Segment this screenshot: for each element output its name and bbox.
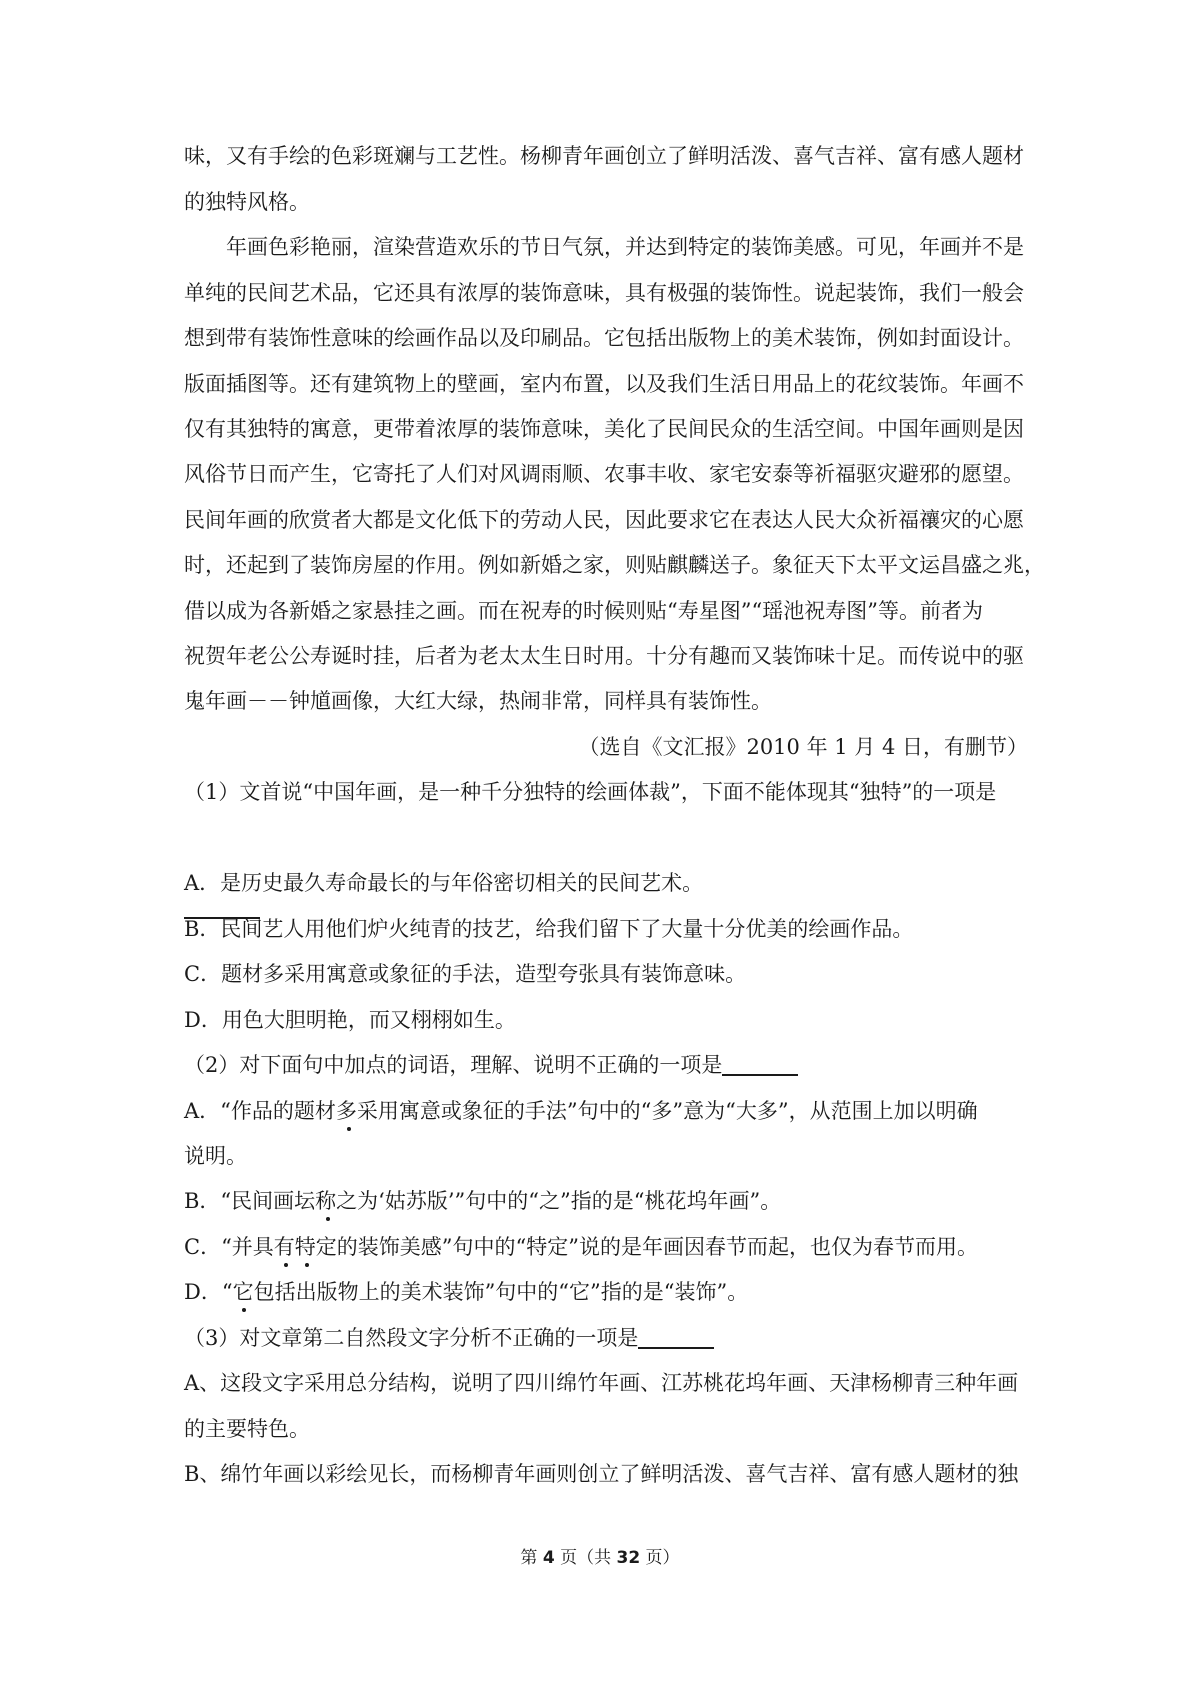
paragraph-line: 鬼年画－－钟馗画像，大红大绿，热闹非常，同样具有装饰性。 xyxy=(184,689,772,713)
paragraph-line: 的独特风格。 xyxy=(184,190,310,214)
question-2-option-d: D．“它包括出版物上的美术装饰”句中的“它”指的是“装饰”。 xyxy=(184,1280,749,1304)
paragraph-line: 祝贺年老公公寿诞时挂，后者为老太太生日时用。十分有趣而又装饰味十足。而传说中的驱 xyxy=(184,644,1024,668)
page-number: 4 xyxy=(542,1548,555,1568)
question-1-option-c: C．题材多采用寓意或象征的手法，造型夸张具有装饰意味。 xyxy=(184,962,747,986)
question-3-stem: （3）对文章第二自然段文字分析不正确的一项是 xyxy=(184,1326,639,1350)
page-total: 32 xyxy=(616,1548,641,1568)
answer-blank-2 xyxy=(722,1074,798,1076)
question-2-option-a: A．“作品的题材多采用寓意或象征的手法”句中的“多”意为“大多”，从范围上加以明确 xyxy=(184,1099,978,1123)
question-1-option-d: D．用色大胆明艳，而又栩栩如生。 xyxy=(184,1008,516,1032)
emphasis-dot xyxy=(305,1263,309,1267)
paragraph-line: 风俗节日而产生，它寄托了人们对风调雨顺、农事丰收、家宅安泰等祈福驱灾避邪的愿望。 xyxy=(184,462,1024,486)
question-2-option-a-cont: 说明。 xyxy=(184,1144,247,1168)
emphasis-dot xyxy=(284,1263,288,1267)
paragraph-line: 版面插图等。还有建筑物上的壁画，室内布置，以及我们生活日用品上的花纹装饰。年画不 xyxy=(184,372,1024,396)
footer-prefix: 第 xyxy=(520,1548,543,1568)
question-2-stem: （2）对下面句中加点的词语，理解、说明不正确的一项是 xyxy=(184,1053,723,1077)
paragraph-line: 年画色彩艳丽，渲染营造欢乐的节日气氛，并达到特定的装饰美感。可见，年画并不是 xyxy=(226,235,1024,259)
emphasis-dot xyxy=(242,1308,246,1312)
footer-middle: 页（共 xyxy=(554,1548,617,1568)
emphasis-dot xyxy=(347,1127,351,1131)
paragraph-line: 仅有其独特的寓意，更带着浓厚的装饰意味，美化了民间民众的生活空间。中国年画则是因 xyxy=(184,417,1024,441)
paragraph-line: 借以成为各新婚之家悬挂之画。而在祝寿的时候则贴“寿星图”“瑶池祝寿图”等。前者为 xyxy=(184,599,983,623)
source-citation: （选自《文汇报》2010 年 1 月 4 日，有删节） xyxy=(578,735,1028,759)
question-2-option-b: B．“民间画坛称之为‘姑苏版’”句中的“之”指的是“桃花坞年画”。 xyxy=(184,1189,782,1213)
paragraph-line: 民间年画的欣赏者大都是文化低下的劳动人民，因此要求它在表达人民大众祈福禳灾的心愿 xyxy=(184,508,1024,532)
question-2-row xyxy=(184,1050,1024,1080)
question-3-row xyxy=(184,1323,1024,1353)
footer-suffix: 页） xyxy=(640,1548,680,1568)
question-3-option-b: B、绵竹年画以彩绘见长，而杨柳青年画则创立了鲜明活泼、喜气吉祥、富有感人题材的独 xyxy=(184,1462,1019,1486)
paragraph-line: 时，还起到了装饰房屋的作用。例如新婚之家，则贴麒麟送子。象征天下太平文运昌盛之兆， xyxy=(184,553,1045,577)
question-1-option-a: A．是历史最久寿命最长的与年俗密切相关的民间艺术。 xyxy=(184,871,704,895)
emphasis-dot xyxy=(326,1217,330,1221)
paragraph-line: 单纯的民间艺术品，它还具有浓厚的装饰意味，具有极强的装饰性。说起装饰，我们一般会 xyxy=(184,281,1024,305)
question-1-option-b: B．民间艺人用他们炉火纯青的技艺，给我们留下了大量十分优美的绘画作品。 xyxy=(184,917,914,941)
answer-blank-3 xyxy=(638,1347,714,1349)
paragraph-line: 味，又有手绘的色彩斑斓与工艺性。杨柳青年画创立了鲜明活泼、喜气吉祥、富有感人题材 xyxy=(184,144,1024,168)
question-3-option-a: A、这段文字采用总分结构，说明了四川绵竹年画、江苏桃花坞年画、天津杨柳青三种年画 xyxy=(184,1371,1019,1395)
question-3-option-a-cont: 的主要特色。 xyxy=(184,1417,310,1441)
paragraph-line: 想到带有装饰性意味的绘画作品以及印刷品。它包括出版物上的美术装饰，例如封面设计。 xyxy=(184,326,1024,350)
question-2-option-c: C．“并具有特定的装饰美感”句中的“特定”说的是年画因春节而起，也仅为春节而用。 xyxy=(184,1235,979,1259)
page-footer xyxy=(0,1546,1200,1570)
question-1-stem: （1）文首说“中国年画，是一种千分独特的绘画体裁”，下面不能体现其“独特”的一项是 xyxy=(184,780,997,804)
